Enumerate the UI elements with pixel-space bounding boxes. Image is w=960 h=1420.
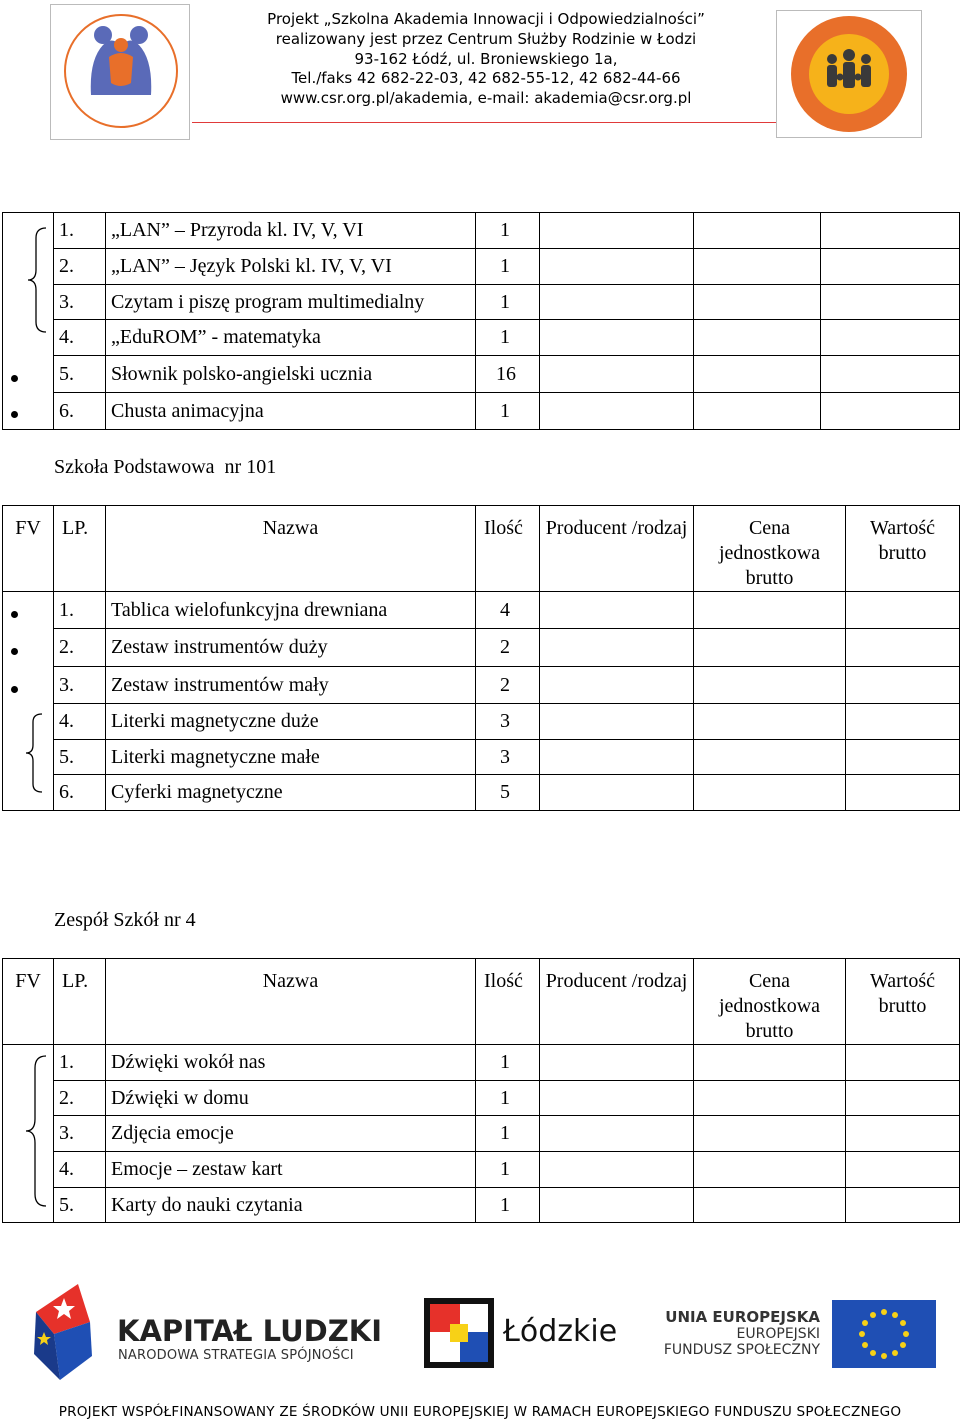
producer-cell[interactable] bbox=[540, 1045, 694, 1081]
bullet-marker bbox=[11, 686, 18, 693]
value-cell[interactable] bbox=[846, 592, 960, 629]
name-cell: „LAN” – Przyroda kl. IV, V, VI bbox=[106, 213, 476, 249]
qty-cell: 1 bbox=[476, 320, 540, 356]
producer-cell[interactable] bbox=[540, 213, 694, 249]
name-cell: Literki magnetyczne małe bbox=[106, 740, 476, 775]
lp-cell: 5. bbox=[54, 356, 106, 393]
header-qty: Ilość bbox=[476, 506, 540, 592]
group-brace bbox=[24, 226, 48, 334]
producer-cell[interactable] bbox=[540, 1188, 694, 1223]
header-divider bbox=[192, 122, 776, 123]
cofinancing-statement: PROJEKT WSPÓŁFINANSOWANY ZE ŚRODKÓW UNII EUROPEJSKIEJ W RAMACH EUROPEJSKIEGO FUNDUSZU SPOŁECZNEGO bbox=[58, 1404, 902, 1420]
project-line-1: Projekt „Szkolna Akademia Innowacji i Odpowiedzialności” bbox=[267, 10, 705, 28]
table-row bbox=[3, 740, 960, 775]
producer-cell[interactable] bbox=[540, 740, 694, 775]
fv-cell bbox=[3, 592, 54, 629]
unit-price-cell[interactable] bbox=[694, 356, 821, 393]
qty-cell: 2 bbox=[476, 629, 540, 667]
lp-cell: 4. bbox=[54, 1152, 106, 1188]
name-cell: Zdjęcia emocje bbox=[106, 1116, 476, 1152]
items-table-zs4 bbox=[2, 958, 960, 1223]
producer-cell[interactable] bbox=[540, 393, 694, 430]
qty-cell: 1 bbox=[476, 1188, 540, 1223]
unit-price-cell[interactable] bbox=[694, 285, 821, 320]
section-title-sp101: Szkoła Podstawowa nr 101 bbox=[54, 456, 277, 478]
fv-cell bbox=[3, 629, 54, 667]
value-cell[interactable] bbox=[821, 249, 960, 285]
unit-price-cell[interactable] bbox=[694, 1081, 846, 1116]
header-value: Wartość brutto bbox=[846, 959, 960, 1045]
qty-cell: 16 bbox=[476, 356, 540, 393]
value-cell[interactable] bbox=[846, 1116, 960, 1152]
qty-cell: 1 bbox=[476, 285, 540, 320]
lp-cell: 1. bbox=[54, 213, 106, 249]
qty-cell: 5 bbox=[476, 775, 540, 811]
table-row bbox=[3, 1045, 960, 1081]
unit-price-cell[interactable] bbox=[694, 740, 846, 775]
project-line-4: Tel./faks 42 682-22-03, 42 682-55-12, 42 682-44-66 bbox=[291, 69, 681, 88]
table-row bbox=[3, 285, 960, 320]
table-row bbox=[3, 249, 960, 285]
name-cell: Emocje – zestaw kart bbox=[106, 1152, 476, 1188]
name-cell: Chusta animacyjna bbox=[106, 393, 476, 430]
producer-cell[interactable] bbox=[540, 1152, 694, 1188]
producer-cell[interactable] bbox=[540, 320, 694, 356]
lodzkie-label: Łódzkie bbox=[503, 1314, 618, 1349]
qty-cell: 1 bbox=[476, 249, 540, 285]
header-name: Nazwa bbox=[106, 506, 476, 592]
table-row bbox=[3, 667, 960, 704]
header-producer: Producent /rodzaj bbox=[540, 959, 694, 1045]
unit-price-cell[interactable] bbox=[694, 667, 846, 704]
table-header-row bbox=[3, 506, 960, 592]
name-cell: Karty do nauki czytania bbox=[106, 1188, 476, 1223]
table-row bbox=[3, 1152, 960, 1188]
lp-cell: 2. bbox=[54, 1081, 106, 1116]
qty-cell: 4 bbox=[476, 592, 540, 629]
qty-cell: 1 bbox=[476, 393, 540, 430]
qty-cell: 1 bbox=[476, 1081, 540, 1116]
academy-logo bbox=[50, 4, 190, 140]
header-unit-price: Cena jednostkowa brutto bbox=[694, 506, 846, 592]
unit-price-cell[interactable] bbox=[694, 213, 821, 249]
group-brace bbox=[22, 1054, 48, 1208]
qty-cell: 1 bbox=[476, 1045, 540, 1081]
qty-cell: 1 bbox=[476, 1152, 540, 1188]
lp-cell: 4. bbox=[54, 704, 106, 740]
lp-cell: 5. bbox=[54, 1188, 106, 1223]
lodzkie-emblem bbox=[424, 1298, 494, 1368]
table-row bbox=[3, 1188, 960, 1223]
items-table-continued bbox=[2, 212, 960, 430]
items-table-sp101 bbox=[2, 505, 960, 811]
qty-cell: 3 bbox=[476, 740, 540, 775]
producer-cell[interactable] bbox=[540, 356, 694, 393]
header-producer: Producent /rodzaj bbox=[540, 506, 694, 592]
producer-cell[interactable] bbox=[540, 249, 694, 285]
unit-price-cell[interactable] bbox=[694, 1116, 846, 1152]
eu-line-2: FUNDUSZ SPOŁECZNY bbox=[663, 1342, 820, 1358]
csr-logo bbox=[776, 10, 922, 138]
table-row bbox=[3, 704, 960, 740]
table-row bbox=[3, 592, 960, 629]
section-title-zs4: Zespół Szkół nr 4 bbox=[54, 909, 196, 931]
academy-logo-graphic bbox=[51, 5, 189, 139]
table-row bbox=[3, 213, 960, 249]
producer-cell[interactable] bbox=[540, 285, 694, 320]
unit-price-cell[interactable] bbox=[694, 249, 821, 285]
value-cell[interactable] bbox=[846, 1152, 960, 1188]
producer-cell[interactable] bbox=[540, 629, 694, 667]
unit-price-cell[interactable] bbox=[694, 1045, 846, 1081]
bullet-marker bbox=[11, 648, 18, 655]
name-cell: „EduROM” - matematyka bbox=[106, 320, 476, 356]
table-row bbox=[3, 393, 960, 430]
header-qty: Ilość bbox=[476, 959, 540, 1045]
unit-price-cell[interactable] bbox=[694, 1188, 846, 1223]
eu-line-1: EUROPEJSKI bbox=[736, 1326, 820, 1342]
lp-cell: 2. bbox=[54, 629, 106, 667]
fv-cell bbox=[3, 393, 54, 430]
producer-cell[interactable] bbox=[540, 592, 694, 629]
lp-cell: 3. bbox=[54, 1116, 106, 1152]
producer-cell[interactable] bbox=[540, 667, 694, 704]
fv-cell bbox=[3, 356, 54, 393]
lp-cell: 1. bbox=[54, 592, 106, 629]
unit-price-cell[interactable] bbox=[694, 704, 846, 740]
producer-cell[interactable] bbox=[540, 1116, 694, 1152]
eu-title: UNIA EUROPEJSKA bbox=[665, 1308, 820, 1326]
name-cell: Dźwięki w domu bbox=[106, 1081, 476, 1116]
value-cell[interactable] bbox=[846, 1081, 960, 1116]
value-cell[interactable] bbox=[846, 629, 960, 667]
qty-cell: 2 bbox=[476, 667, 540, 704]
value-cell[interactable] bbox=[821, 356, 960, 393]
name-cell: Czytam i piszę program multimedialny bbox=[106, 285, 476, 320]
value-cell[interactable] bbox=[821, 213, 960, 249]
value-cell[interactable] bbox=[821, 285, 960, 320]
lp-cell: 1. bbox=[54, 1045, 106, 1081]
header-fv: FV bbox=[3, 506, 54, 592]
group-brace bbox=[22, 712, 44, 794]
bullet-marker bbox=[11, 611, 18, 618]
qty-cell: 1 bbox=[476, 1116, 540, 1152]
header-value: Wartość brutto bbox=[846, 506, 960, 592]
header-lp: LP. bbox=[54, 506, 106, 592]
lp-cell: 3. bbox=[54, 667, 106, 704]
table-row bbox=[3, 356, 960, 393]
value-cell[interactable] bbox=[846, 667, 960, 704]
value-cell[interactable] bbox=[821, 393, 960, 430]
value-cell[interactable] bbox=[846, 1188, 960, 1223]
header-name: Nazwa bbox=[106, 959, 476, 1045]
qty-cell: 1 bbox=[476, 213, 540, 249]
lp-cell: 4. bbox=[54, 320, 106, 356]
name-cell: Słownik polsko-angielski ucznia bbox=[106, 356, 476, 393]
name-cell: Zestaw instrumentów duży bbox=[106, 629, 476, 667]
project-info bbox=[200, 10, 772, 109]
kapital-ludzki-subtitle: NARODOWA STRATEGIA SPÓJNOŚCI bbox=[118, 1348, 354, 1363]
producer-cell[interactable] bbox=[540, 704, 694, 740]
eu-flag-icon bbox=[832, 1300, 936, 1368]
qty-cell: 3 bbox=[476, 704, 540, 740]
fv-cell bbox=[3, 667, 54, 704]
bullet-marker bbox=[11, 411, 18, 418]
value-cell[interactable] bbox=[846, 775, 960, 811]
lp-cell: 6. bbox=[54, 775, 106, 811]
unit-price-cell[interactable] bbox=[694, 592, 846, 629]
table-row bbox=[3, 629, 960, 667]
bullet-marker bbox=[11, 375, 18, 382]
name-cell: Tablica wielofunkcyjna drewniana bbox=[106, 592, 476, 629]
table-header-row bbox=[3, 959, 960, 1045]
table-row bbox=[3, 320, 960, 356]
table-row bbox=[3, 1081, 960, 1116]
unit-price-cell[interactable] bbox=[694, 629, 846, 667]
lp-cell: 2. bbox=[54, 249, 106, 285]
kapital-ludzki-emblem bbox=[30, 1284, 96, 1384]
value-cell[interactable] bbox=[846, 740, 960, 775]
unit-price-cell[interactable] bbox=[694, 1152, 846, 1188]
name-cell: „LAN” – Język Polski kl. IV, V, VI bbox=[106, 249, 476, 285]
lp-cell: 5. bbox=[54, 740, 106, 775]
name-cell: Dźwięki wokół nas bbox=[106, 1045, 476, 1081]
value-cell[interactable] bbox=[846, 704, 960, 740]
lp-cell: 6. bbox=[54, 393, 106, 430]
project-line-5: www.csr.org.pl/akademia, e-mail: akademia@csr.org.pl bbox=[280, 89, 692, 108]
name-cell: Zestaw instrumentów mały bbox=[106, 667, 476, 704]
header-lp: LP. bbox=[54, 959, 106, 1045]
unit-price-cell[interactable] bbox=[694, 320, 821, 356]
header-unit-price: Cena jednostkowa brutto bbox=[694, 959, 846, 1045]
name-cell: Literki magnetyczne duże bbox=[106, 704, 476, 740]
value-cell[interactable] bbox=[846, 1045, 960, 1081]
value-cell[interactable] bbox=[821, 320, 960, 356]
lp-cell: 3. bbox=[54, 285, 106, 320]
table-row bbox=[3, 775, 960, 811]
project-line-2: realizowany jest przez Centrum Służby Rodzinie w Łodzi bbox=[275, 29, 697, 48]
producer-cell[interactable] bbox=[540, 1081, 694, 1116]
kapital-ludzki-title: KAPITAŁ LUDZKI bbox=[117, 1314, 383, 1348]
header-fv: FV bbox=[3, 959, 54, 1045]
name-cell: Cyferki magnetyczne bbox=[106, 775, 476, 811]
producer-cell[interactable] bbox=[540, 775, 694, 811]
project-line-3: 93-162 Łódź, ul. Broniewskiego 1a, bbox=[354, 49, 618, 68]
unit-price-cell[interactable] bbox=[694, 775, 846, 811]
unit-price-cell[interactable] bbox=[694, 393, 821, 430]
table-row bbox=[3, 1116, 960, 1152]
csr-logo-graphic bbox=[777, 11, 921, 137]
